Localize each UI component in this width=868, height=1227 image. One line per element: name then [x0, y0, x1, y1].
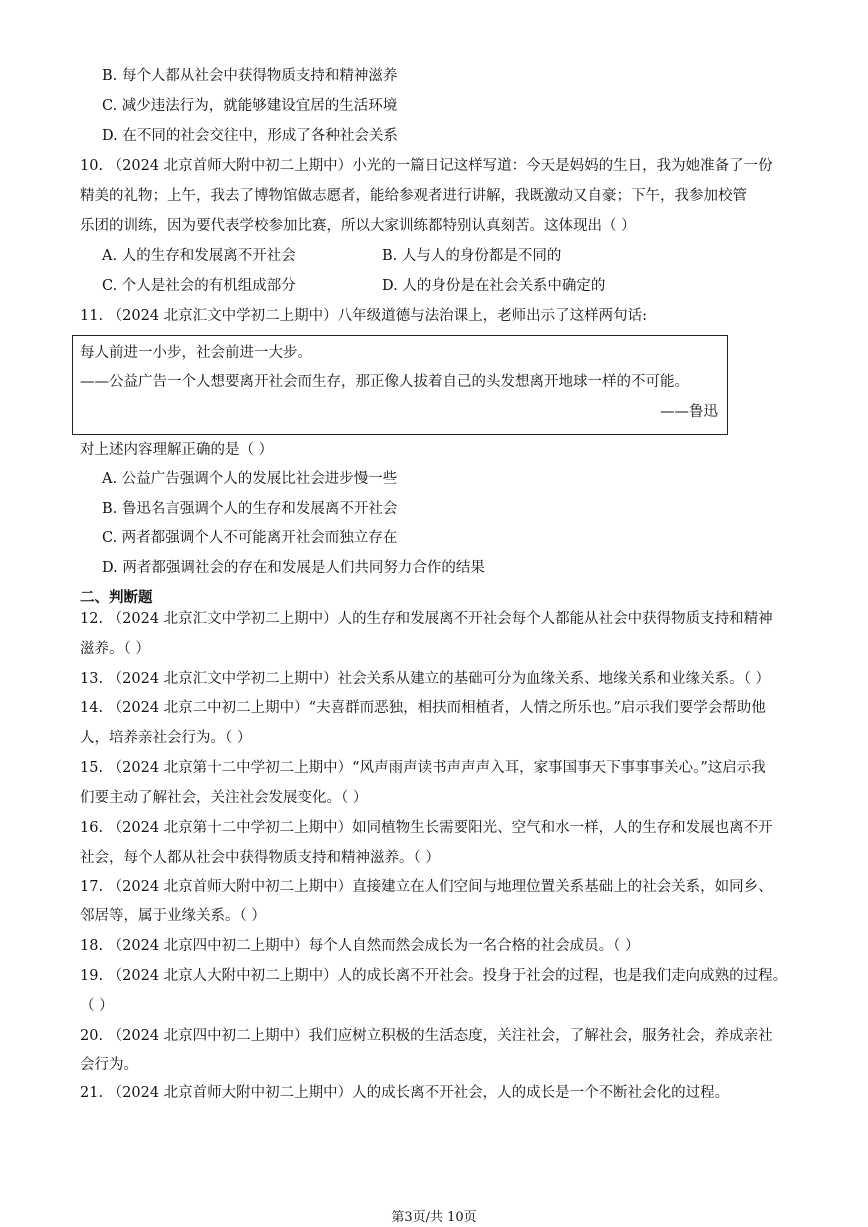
q17-line-1: 17. （2024 北京首师大附中初二上期中）直接建立在人们空间与地理位置关系基础上的社会关系，如同乡、	[80, 879, 773, 895]
page-footer: 第3页/共 10页	[391, 1210, 477, 1225]
q11-option-b: B. 鲁迅名言强调个人的生存和发展离不开社会	[102, 501, 398, 517]
q11-quote-line-1: 每人前进一小步，社会前进一大步。	[80, 345, 312, 361]
q15-line-1: 15. （2024 北京第十二中学初二上期中）“风声雨声读书声声声入耳，家事国事天下事事事关心。”这启示我	[80, 760, 766, 776]
q13: 13. （2024 北京汇文中学初二上期中）社会关系从建立的基础可分为血缘关系、地缘关系和业缘关系。（ ）	[80, 671, 771, 687]
q10-option-d: D. 人的身份是在社会关系中确定的	[382, 278, 606, 294]
q10-stem-line-2: 精美的礼物；上午，我去了博物馆做志愿者，能给参观者进行讲解，我既激动又自豪；下午，我参加校管	[80, 188, 747, 204]
q12-line-1: 12. （2024 北京汇文中学初二上期中）人的生存和发展离不开社会每个人都能从社会中获得物质支持和精神	[80, 611, 773, 627]
q11-stem-question: 对上述内容理解正确的是（ ）	[80, 442, 274, 458]
q9-option-b: B. 每个人都从社会中获得物质支持和精神滋养	[102, 68, 398, 84]
q12-line-2: 滋养。（ ）	[80, 641, 150, 657]
q10-stem-line-3: 乐团的训练，因为要代表学校参加比赛，所以大家训练都特别认真刻苦。这体现出（ ）	[80, 218, 636, 234]
q16-line-2: 社会，每个人都从社会中获得物质支持和精神滋养。（ ）	[80, 850, 440, 866]
q11-option-d: D. 两者都强调社会的存在和发展是人们共同努力合作的结果	[102, 560, 485, 576]
q10-stem-line-1: 10. （2024 北京首师大附中初二上期中）小光的一篇日记这样写道：今天是妈妈的生日，我为她准备了一份	[80, 158, 773, 174]
q11-stem-line-1: 11. （2024 北京汇文中学初二上期中）八年级道德与法治课上，老师出示了这样两句话:	[80, 308, 648, 324]
q10-option-b: B. 人与人的身份都是不同的	[382, 248, 562, 264]
q18: 18. （2024 北京四中初二上期中）每个人自然而然会成长为一名合格的社会成员。（ ）	[80, 938, 640, 954]
q16-line-1: 16. （2024 北京第十二中学初二上期中）如同植物生长需要阳光、空气和水一样，人的生存和发展也离不开	[80, 820, 773, 836]
q9-option-c: C. 减少违法行为，就能够建设宜居的生活环境	[102, 98, 398, 114]
q19-line-2: （ ）	[80, 998, 114, 1014]
q15-line-2: 们要主动了解社会，关注社会发展变化。（ ）	[80, 790, 368, 806]
q19-line-1: 19. （2024 北京人大附中初二上期中）人的成长离不开社会。投身于社会的过程，也是我们走向成熟的过程。	[80, 968, 788, 984]
q10-option-a: A. 人的生存和发展离不开社会	[102, 248, 296, 264]
q11-option-c: C. 两者都强调个人不可能离开社会而独立存在	[102, 530, 398, 546]
section-title-judgement: 二、判断题	[80, 589, 153, 606]
q14-line-1: 14. （2024 北京二中初二上期中）“夫喜群而恶独，相扶而相植者，人情之所乐也。”启示我们要学会帮助他	[80, 700, 766, 716]
q21: 21. （2024 北京首师大附中初二上期中）人的成长离不开社会，人的成长是一个不断社会化的过程。	[80, 1085, 730, 1101]
q11-quote-line-2: ——公益广告一个人想要离开社会而生存，那正像人拔着自己的头发想离开地球一样的不可能。	[80, 374, 689, 390]
q20-line-1: 20. （2024 北京四中初二上期中）我们应树立积极的生活态度，关注社会，了解社会，服务社会，养成亲社	[80, 1028, 773, 1044]
q11-option-a: A. 公益广告强调个人的发展比社会进步慢一些	[102, 471, 398, 487]
q20-line-2: 会行为。	[80, 1057, 138, 1073]
q17-line-2: 邻居等，属于业缘关系。（ ）	[80, 908, 266, 924]
q11-quote-author: ——鲁迅	[660, 404, 718, 420]
q10-option-c: C. 个人是社会的有机组成部分	[102, 278, 296, 294]
q9-option-d: D. 在不同的社会交往中，形成了各种社会关系	[102, 128, 398, 144]
q14-line-2: 人，培养亲社会行为。（ ）	[80, 730, 252, 746]
